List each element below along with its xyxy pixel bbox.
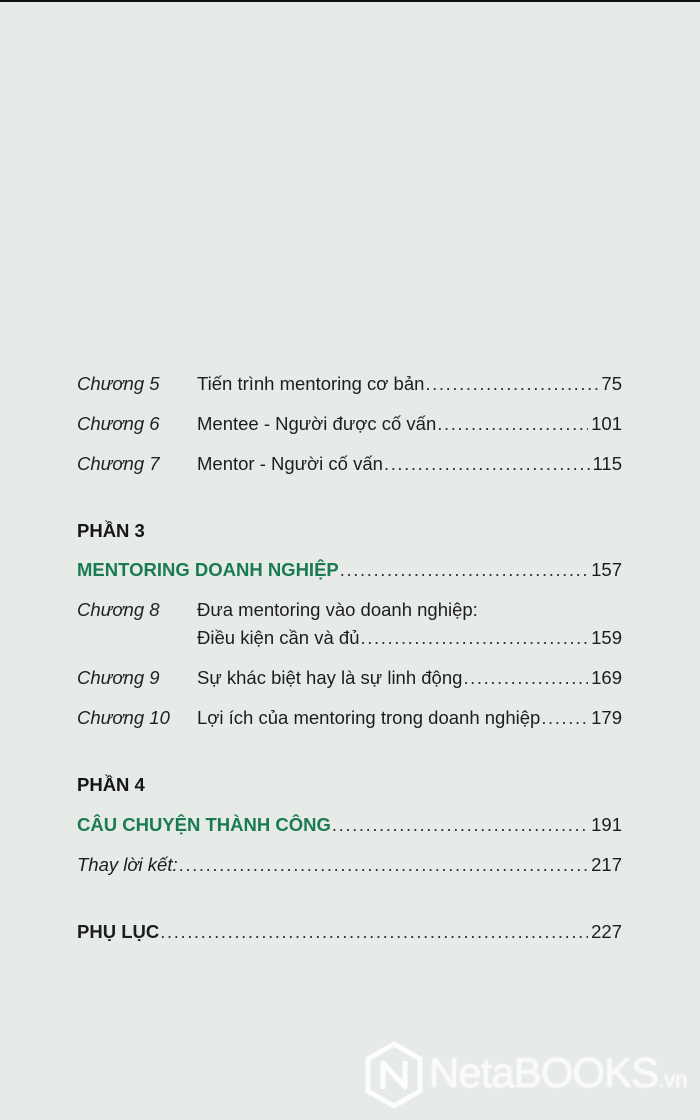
dot-leader <box>340 556 588 584</box>
watermark-text <box>429 1049 687 1097</box>
page-number: 159 <box>591 627 622 648</box>
toc-entry-chapter-9 <box>77 664 622 692</box>
netabooks-logo-icon <box>363 1041 425 1109</box>
top-border <box>0 0 700 2</box>
afterword-title: Thay lời kết: <box>77 854 178 875</box>
part-4-label: PHẦN 4 <box>77 774 145 795</box>
dot-leader <box>160 918 588 946</box>
toc-entry-appendix <box>77 918 622 946</box>
chapter-number: Chương 10 <box>77 707 170 728</box>
toc-entry-chapter-6 <box>77 410 622 438</box>
dot-leader <box>384 450 590 478</box>
toc-entry-chapter-7 <box>77 450 622 478</box>
chapter-title: Mentee - Người được cố vấn <box>197 413 437 434</box>
dot-leader <box>179 851 588 879</box>
chapter-title-line-2: Điều kiện cần và đủ <box>197 627 360 648</box>
dot-leader <box>463 664 588 692</box>
toc-entry-afterword <box>77 851 622 879</box>
toc-entry-part-4 <box>77 811 622 839</box>
page-number: 75 <box>601 373 622 394</box>
toc-entry-chapter-10 <box>77 704 622 732</box>
page-number: 115 <box>592 453 622 474</box>
toc-entry-chapter-8 <box>77 596 622 624</box>
toc-entry-chapter-8-line-2 <box>77 624 622 652</box>
watermark-brand: NetaBOOKS <box>429 1049 659 1096</box>
page-number: 157 <box>591 559 622 580</box>
appendix-title: PHỤ LỤC <box>77 921 160 942</box>
page-number: 227 <box>591 921 622 942</box>
chapter-title: Tiến trình mentoring cơ bản <box>197 373 425 394</box>
chapter-number: Chương 8 <box>77 599 160 620</box>
chapter-number: Chương 6 <box>77 413 160 434</box>
toc-entry-part-3 <box>77 556 622 584</box>
dot-leader <box>332 811 588 839</box>
chapter-title-line-1: Đưa mentoring vào doanh nghiệp: <box>197 599 478 620</box>
dot-leader <box>541 704 588 732</box>
page-number: 179 <box>591 707 622 728</box>
chapter-title: Mentor - Người cố vấn <box>197 453 383 474</box>
dot-leader <box>437 410 588 438</box>
watermark-suffix: .vn <box>658 1067 688 1092</box>
page-number: 217 <box>591 854 622 875</box>
dot-leader <box>361 624 589 652</box>
chapter-title: Sự khác biệt hay là sự linh động <box>197 667 463 688</box>
watermark <box>363 1041 688 1109</box>
toc-entry-chapter-5 <box>77 370 622 398</box>
page-number: 191 <box>591 814 622 835</box>
page-number: 169 <box>591 667 622 688</box>
chapter-number: Chương 5 <box>77 373 160 394</box>
part-title: MENTORING DOANH NGHIỆP <box>77 559 339 580</box>
chapter-title: Lợi ích của mentoring trong doanh nghiệp <box>197 707 541 728</box>
part-3-label: PHẦN 3 <box>77 520 145 541</box>
chapter-number: Chương 9 <box>77 667 160 688</box>
dot-leader <box>425 370 598 398</box>
page-number: 101 <box>591 413 622 434</box>
part-title: CÂU CHUYỆN THÀNH CÔNG <box>77 814 331 835</box>
chapter-number: Chương 7 <box>77 453 160 474</box>
